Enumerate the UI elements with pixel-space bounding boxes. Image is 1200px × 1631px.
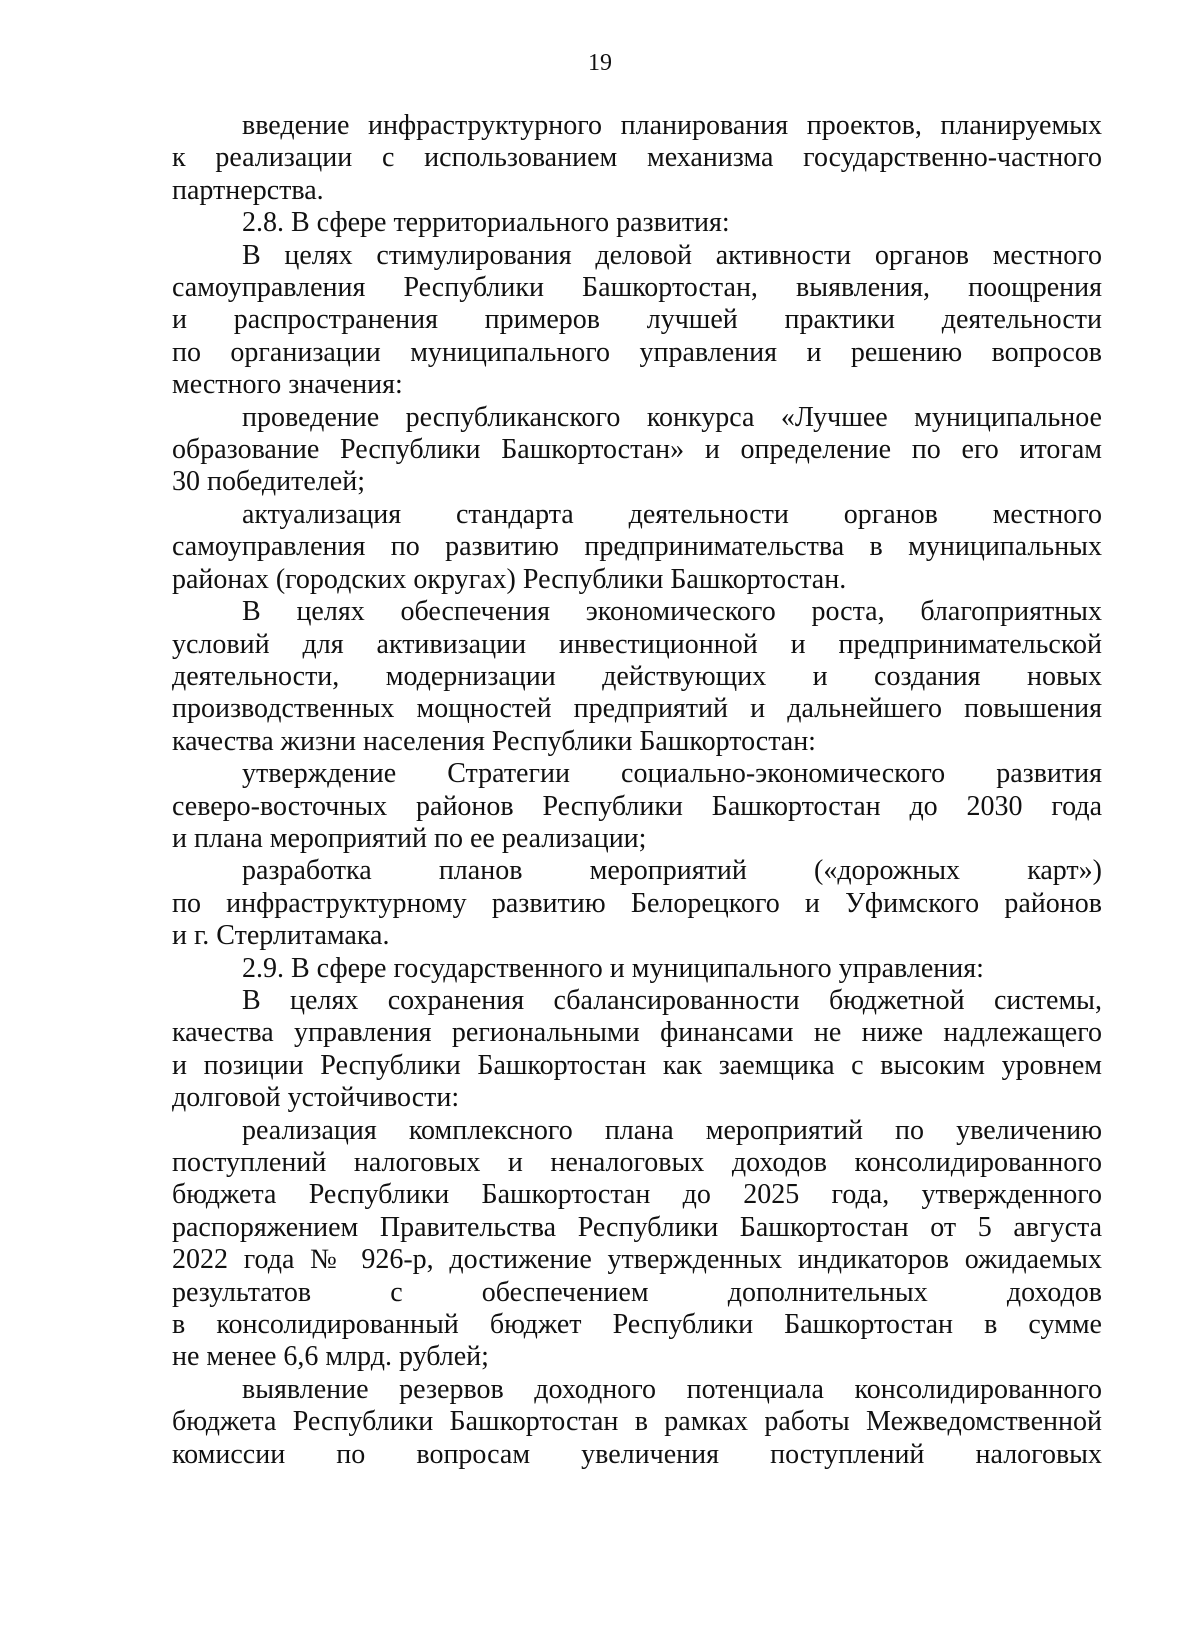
text-line: актуализация стандарта деятельности органов местного — [242, 498, 1102, 530]
text-line: и распространения примеров лучшей практики деятельности — [172, 304, 1102, 336]
text-line: по организации муниципального управления и решению вопросов — [172, 336, 1102, 368]
text-line: деятельности, модернизации действующих и создания новых — [172, 660, 1102, 692]
document-body — [172, 110, 1102, 1471]
text-line: самоуправления по развитию предпринимательства в муниципальных — [172, 531, 1102, 563]
text-line: комиссии по вопросам увеличения поступлений налоговых — [172, 1438, 1102, 1470]
text-line: В целях сохранения сбалансированности бюджетной системы, — [242, 984, 1102, 1016]
text-line: и плана мероприятий по ее реализации; — [172, 822, 647, 854]
text-line: местного значения: — [172, 369, 403, 401]
text-line: районах (городских округах) Республики Башкортостан. — [172, 563, 847, 595]
text-line: реализация комплексного плана мероприятий по увеличению — [242, 1114, 1102, 1146]
text-line: утверждение Стратегии социально-экономического развития — [242, 758, 1102, 790]
text-line: введение инфраструктурного планирования проектов, планируемых — [242, 110, 1102, 141]
text-line: образование Республики Башкортостан» и определение по его итогам — [172, 434, 1102, 466]
text-line: проведение республиканского конкурса «Лучшее муниципальное — [242, 401, 1102, 433]
text-line: разработка планов мероприятий («дорожных карт») — [242, 855, 1102, 887]
text-line: самоуправления Республики Башкортостан, выявления, поощрения — [172, 272, 1102, 304]
text-line: партнерства. — [172, 174, 324, 206]
text-line: результатов с обеспечением дополнительных доходов — [172, 1276, 1102, 1308]
text-line: условий для активизации инвестиционной и предпринимательской — [172, 628, 1102, 660]
text-line: 2.9. В сфере государственного и муниципального управления: — [242, 952, 984, 984]
text-line: по инфраструктурному развитию Белорецкого и Уфимского районов — [172, 887, 1102, 919]
text-line: качества управления региональными финансами не ниже надлежащего — [172, 1017, 1102, 1049]
text-line: 30 победителей; — [172, 466, 365, 498]
text-line: распоряжением Правительства Республики Башкортостан от 5 августа — [172, 1211, 1102, 1243]
text-line: В целях обеспечения экономического роста, благоприятных — [242, 596, 1102, 628]
text-line: В целях стимулирования деловой активности органов местного — [242, 239, 1102, 271]
text-line: бюджета Республики Башкортостан в рамках работы Межведомственной — [172, 1406, 1102, 1438]
text-line: 2022 года № 926-р, достижение утвержденных индикаторов ожидаемых — [172, 1244, 1102, 1276]
text-line: и г. Стерлитамака. — [172, 920, 390, 952]
page-number: 19 — [588, 50, 612, 76]
text-line: не менее 6,6 млрд. рублей; — [172, 1341, 489, 1373]
text-line: бюджета Республики Башкортостан до 2025 года, утвержденного — [172, 1179, 1102, 1211]
text-line: 2.8. В сфере территориального развития: — [242, 207, 730, 239]
text-line: выявление резервов доходного потенциала консолидированного — [242, 1373, 1102, 1405]
text-line: в консолидированный бюджет Республики Башкортостан в сумме — [172, 1309, 1102, 1341]
text-line: северо-восточных районов Республики Башкортостан до 2030 года — [172, 790, 1102, 822]
text-line: поступлений налоговых и неналоговых доходов консолидированного — [172, 1147, 1102, 1178]
text-line: производственных мощностей предприятий и дальнейшего повышения — [172, 693, 1102, 725]
text-line: качества жизни населения Республики Башкортостан: — [172, 725, 816, 757]
text-line: к реализации с использованием механизма государственно-частного — [172, 142, 1102, 174]
text-line: и позиции Республики Башкортостан как заемщика с высоким уровнем — [172, 1049, 1102, 1081]
text-line: долговой устойчивости: — [172, 1082, 460, 1114]
